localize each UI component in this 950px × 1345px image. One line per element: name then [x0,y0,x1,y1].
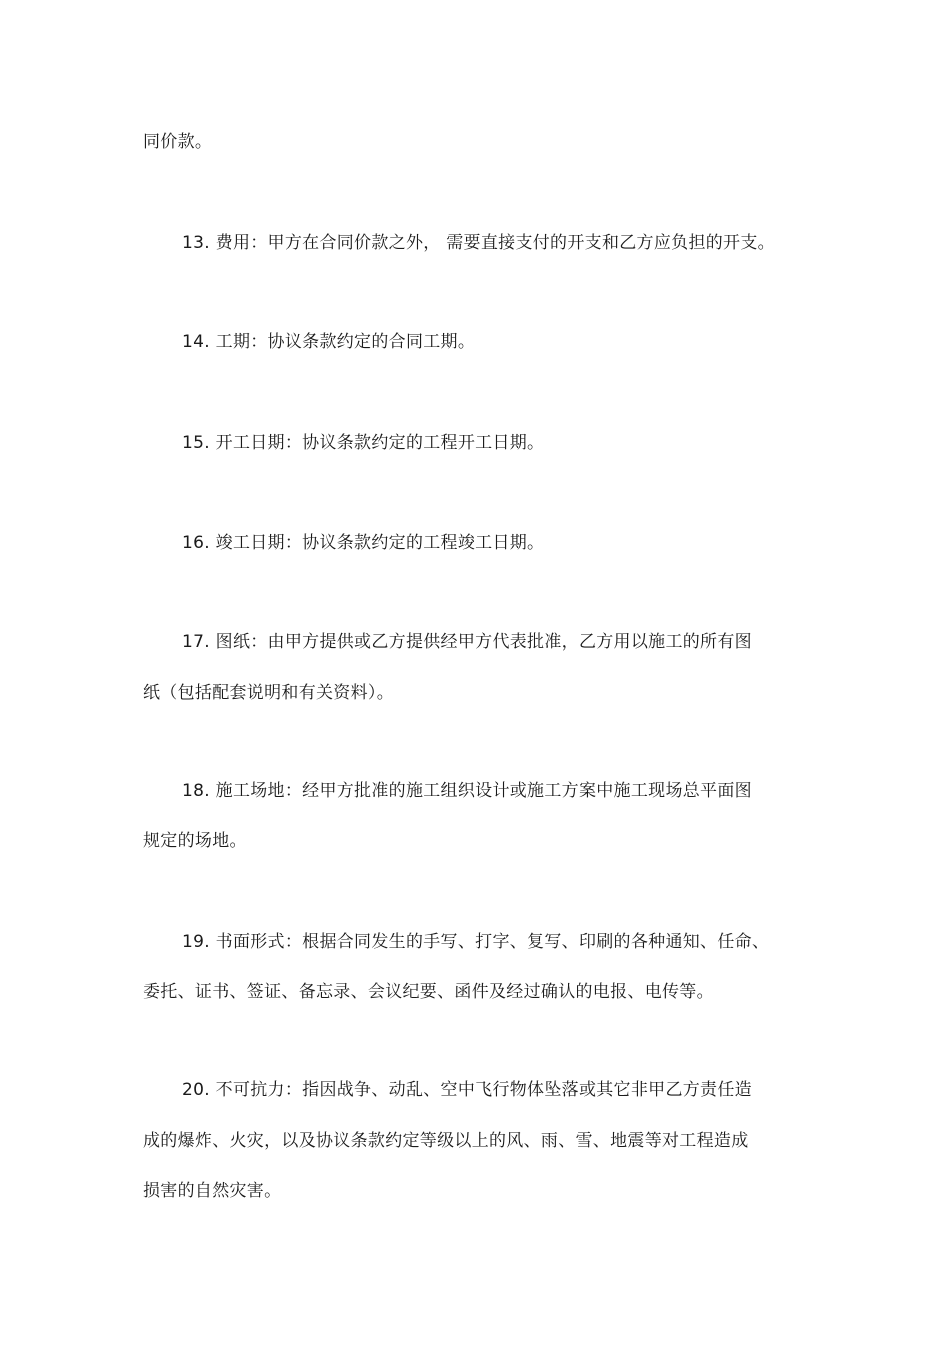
clause-14-line: 14. 工期：协议条款约定的合同工期。 [182,332,476,352]
clause-15-line: 15. 开工日期：协议条款约定的工程开工日期。 [182,433,545,453]
clause-18-line-1: 18. 施工场地：经甲方批准的施工组织设计或施工方案中施工现场总平面图 [182,781,752,801]
clause-19-line-2: 委托、证书、签证、备忘录、会议纪要、函件及经过确认的电报、电传等。 [143,982,714,1002]
clause-18-line-2: 规定的场地。 [143,831,247,851]
clause-13-line: 13. 费用：甲方在合同价款之外， 需要直接支付的开支和乙方应负担的开支。 [182,233,775,253]
clause-17-line-2: 纸（包括配套说明和有关资料）。 [143,683,394,703]
clause-20-line-1: 20. 不可抗力：指因战争、动乱、空中飞行物体坠落或其它非甲乙方责任造 [182,1080,752,1100]
clause-20-line-2: 成的爆炸、火灾，以及协议条款约定等级以上的风、雨、雪、地震等对工程造成 [143,1131,749,1151]
clause-20-line-3: 损害的自然灾害。 [143,1181,282,1201]
clause-19-line-1: 19. 书面形式：根据合同发生的手写、打字、复写、印刷的各种通知、任命、 [182,932,770,952]
clause-16-line: 16. 竣工日期：协议条款约定的工程竣工日期。 [182,533,545,553]
text-line: 同价款。 [143,132,213,152]
clause-17-line-1: 17. 图纸：由甲方提供或乙方提供经甲方代表批准，乙方用以施工的所有图 [182,632,752,652]
